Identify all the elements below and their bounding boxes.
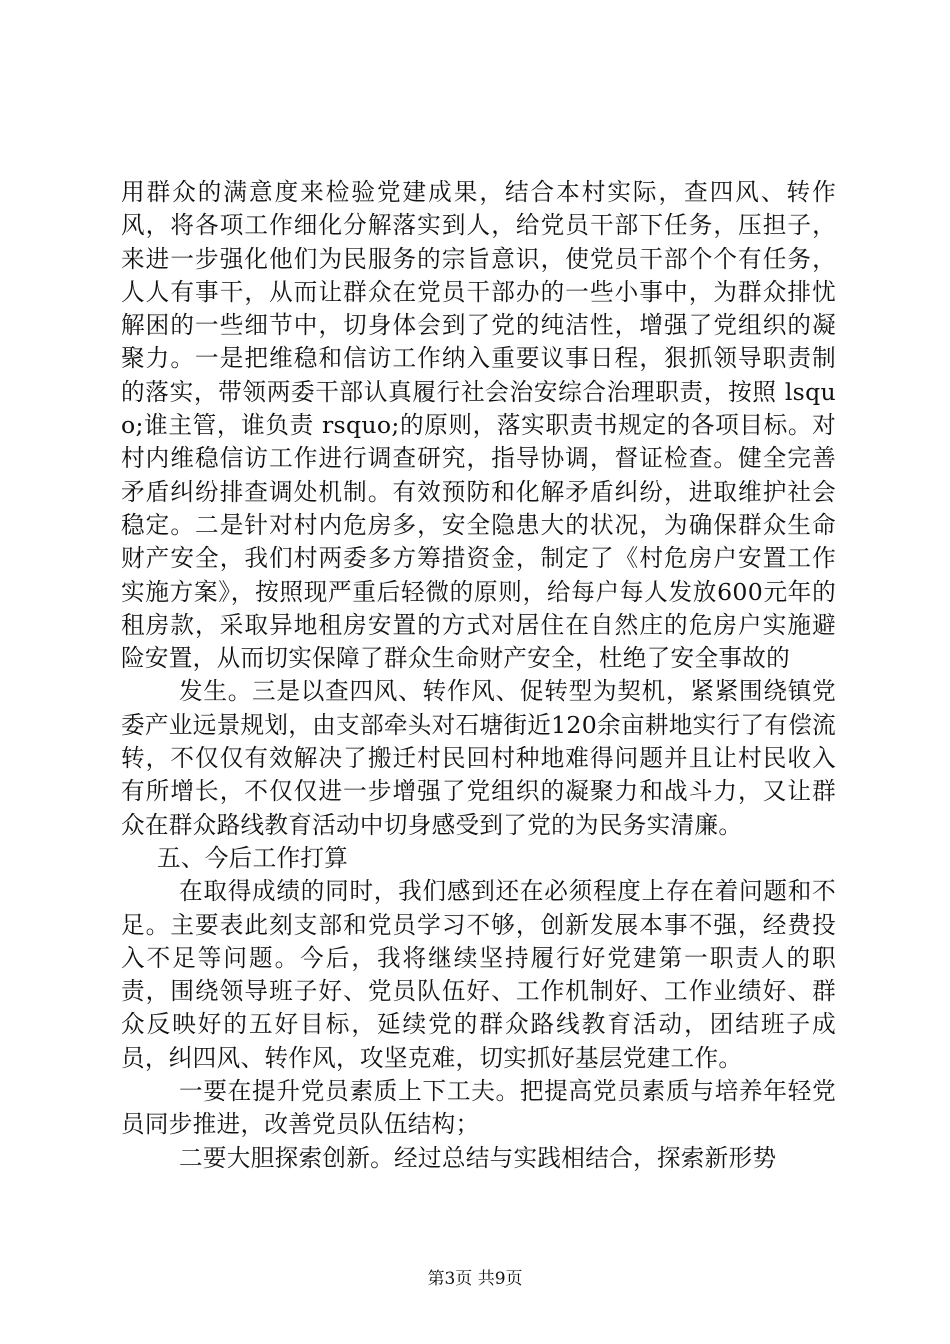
paragraph-first-requirement: 一要在提升党员素质上下工夫。把提高党员素质与培养年轻党员同步推进，改善党员队伍结构； <box>121 1077 836 1139</box>
section-heading-future-plans: 五、今后工作打算 <box>157 843 349 872</box>
page-number-footer: 第3页 共9页 <box>427 1269 523 1289</box>
paragraph-second-requirement: 二要大胆探索创新。经过总结与实践相结合，探索新形势 <box>179 1143 777 1172</box>
paragraph-three-is: 发生。三是以查四风、转作风、促转型为契机，紧紧围绕镇党委产业远景规划，由支部牵头对石塘街近120余亩耕地实行了有偿流转，不仅仅有效解决了搬迁村民回村种地难得问题并且让村民收入有所增长，不仅仅进一步增强了党组织的凝聚力和战斗力，又让群众在群众路线教育活动中切身感受到了党的为民务实清廉。 <box>121 677 836 839</box>
document-body <box>121 176 836 1175</box>
paragraph-continuation: 用群众的满意度来检验党建成果，结合本村实际，查四风、转作风，将各项工作细化分解落实到人，给党员干部下任务，压担子，来进一步强化他们为民服务的宗旨意识，使党员干部个个有任务，人人有事干，从而让群众在党员干部办的一些小事中，为群众排忧解困的一些细节中，切身体会到了党的纯洁性，增强了党组织的凝聚力。一是把维稳和信访工作纳入重要议事日程，狠抓领导职责制的落实，带领两委干部认真履行社会治安综合治理职责，按照 lsquo;谁主管，谁负责 rsquo;的原则，落实职责书规定的各项目标。对村内维稳信访工作进行调查研究，指导协调，督证检查。健全完善矛盾纠纷排查调处机制。有效预防和化解矛盾纠纷，进取维护社会稳定。二是针对村内危房多，安全隐患大的状况，为确保群众生命财产安全，我们村两委多方筹措资金，制定了《村危房户安置工作实施方案》，按照现严重后轻微的原则，给每户每人发放600元年的租房款，采取异地租房安置的方式对居住在自然庄的危房户实施避险安置，从而切实保障了群众生命财产安全，杜绝了安全事故的 <box>121 178 836 673</box>
paragraph-achievements-and-shortcomings: 在取得成绩的同时，我们感到还在必须程度上存在着问题和不足。主要表此刻支部和党员学习不够，创新发展本事不强，经费投入不足等问题。今后，我将继续坚持履行好党建第一职责人的职责，围绕领导班子好、党员队伍好、工作机制好、工作业绩好、群众反映好的五好目标，延续党的群众路线教育活动，团结班子成员，纠四风、转作风，攻坚克难，切实抓好基层党建工作。 <box>121 877 836 1072</box>
